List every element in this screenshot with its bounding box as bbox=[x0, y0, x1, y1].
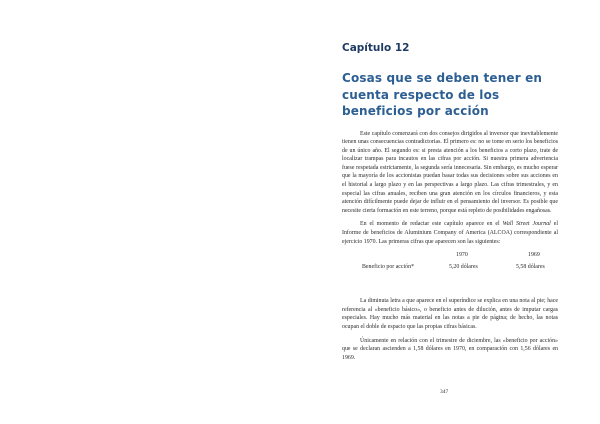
table-cell-1969: 5,58 dólares bbox=[516, 264, 545, 271]
paragraph-3: La diminuta letra a que aparece en el superíndice se explica en una nota al pie; hace referencia al «beneficio básico», o beneficio antes de dilución, antes de imputar cargas especiales. Hay mucho más material en las notas a pie de página; de hecho, las notas ocupan el doble de espacio que las propias cifras básicas. bbox=[342, 298, 558, 330]
table-row bbox=[342, 263, 558, 275]
page-number: 347 bbox=[440, 389, 449, 395]
paragraph-2 bbox=[342, 220, 558, 246]
earnings-table bbox=[342, 251, 558, 275]
paragraph-4: Únicamente en relación con el trimestre de diciembre, las «beneficio por acción» que se declaran ascienden a 1,58 dólares en 1970, en comparación con 1,56 dólares en 1969. bbox=[342, 337, 558, 361]
paragraph-2-text-b: el Informe de beneficios de Aluminium Company of America (ALCOA) correspondiente al ejercicio 1970. Las primeras cifras que aparecen son las siguientes: bbox=[342, 221, 558, 245]
chapter-title: Cosas que se deben tener en cuenta respecto de los beneficios por acción bbox=[342, 71, 543, 118]
table-header-row bbox=[342, 251, 558, 263]
paragraph-2-text-a: En el momento de redactar este capítulo aparece en el bbox=[360, 221, 503, 228]
table-row-label: Beneficio por acción* bbox=[362, 264, 415, 271]
table-header-1969: 1969 bbox=[528, 252, 540, 259]
table-header-1970: 1970 bbox=[456, 252, 468, 259]
table-cell-1970: 5,20 dólares bbox=[449, 264, 478, 271]
text-column bbox=[342, 42, 558, 367]
chapter-label: Capítulo 12 bbox=[342, 42, 410, 54]
paragraph-2-italic: Wall Street Journal bbox=[502, 221, 551, 228]
paragraph-1: Este capítulo comenzará con dos consejos dirigidos al inversor que inevitablemente tienen unas consecuencias contradictorias. El primero es: no se tome en serio los beneficios de un único año. El segundo es: si presta atención a los beneficios a corto plazo, trate de localizar trampas para incautos en las cifras por acción. Si nuestra primera advertencia fuese respetada estrictamente, la segunda sería innecesaria. Sin embargo, es mucho esperar que la mayoría de los accionistas puedan basar todas sus decisiones sobre sus acciones en el historial a largo plazo y en las perspectivas a largo plazo. Las cifras trimestrales, y en especial las cifras anuales, reciben una gran atención en los círculos financieros, y esta atención difícilmente puede dejar de influir en el pensamiento del inversor. Es posible que necesite cierta formación en este terreno, porque está repleto de posibilidades engañosas. bbox=[342, 130, 558, 214]
